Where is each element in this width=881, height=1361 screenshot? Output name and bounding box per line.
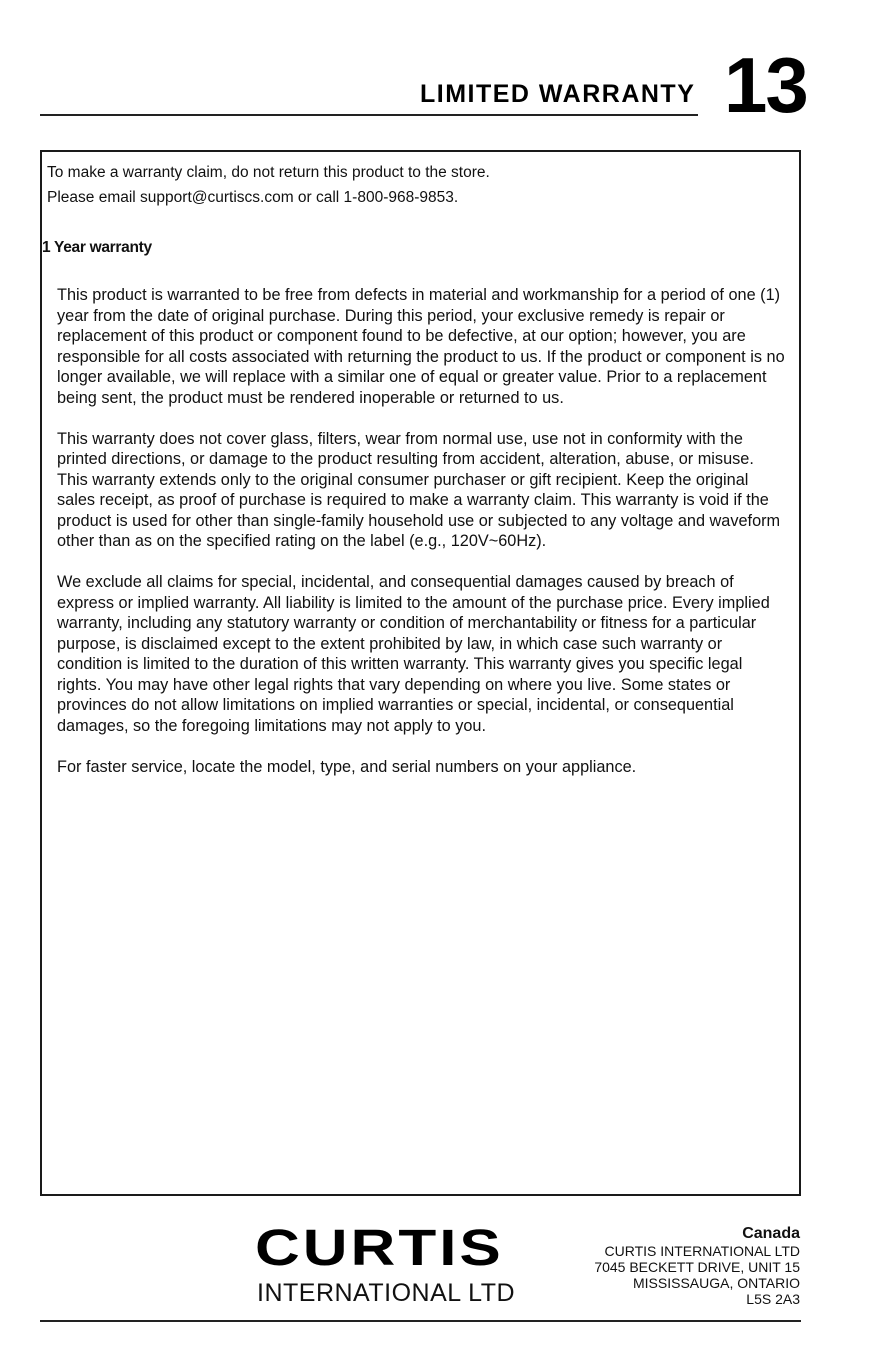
address-postal: L5S 2A3: [746, 1291, 800, 1307]
curtis-logo: [255, 1219, 516, 1307]
warranty-intro: [47, 160, 490, 210]
logo-subtitle: INTERNATIONAL LTD: [257, 1279, 516, 1307]
address-city: MISSISSAUGA, ONTARIO: [633, 1275, 800, 1291]
company-address: [594, 1226, 800, 1307]
liability-paragraph: We exclude all claims for special, incidental, and consequential damages caused by breach of express or implied warranty. All liability is limited to the amount of the purchase price. Every implied warranty, including any statutory warranty or condition of merchantability or fitness for a particular purpose, is disclaimed except to the extent prohibited by law, in which case such warranty or condition is limited to the duration of this written warranty. This warranty gives you specific legal rights. You may have other legal rights that vary depending on where you live. Some states or provinces do not allow limitations on implied warranties or special, incidental, or consequential damages, so the foregoing limitations may not apply to you.: [57, 573, 770, 735]
intro-line-contact: Please email support@curtiscs.com or call 1-800-968-9853.: [47, 189, 459, 206]
warranty-body: [57, 285, 785, 798]
address-company: CURTIS INTERNATIONAL LTD: [604, 1243, 800, 1259]
footer-divider: [40, 1320, 801, 1322]
address-street: 7045 BECKETT DRIVE, UNIT 15: [594, 1259, 800, 1275]
section-title: LIMITED WARRANTY: [420, 80, 696, 108]
address-country: Canada: [742, 1225, 800, 1242]
warranty-heading: 1 Year warranty: [42, 239, 152, 256]
coverage-paragraph: This product is warranted to be free from defects in material and workmanship for a period of one (1) year from the date of original purchase. During this period, your exclusive remedy is repair or replacement of this product or component found to be defective, at our option; however, you are responsible for all costs associated with returning the product to us. If the product or component is no longer available, we will replace with a similar one of equal or greater value. Prior to a replacement being sent, the product must be rendered inoperable or returned to us.: [57, 286, 785, 407]
page-number: 13: [724, 41, 807, 129]
service-paragraph: For faster service, locate the model, type, and serial numbers on your appliance.: [57, 757, 637, 776]
warranty-box: [40, 150, 801, 1196]
logo-wordmark: CURTIS: [255, 1219, 504, 1277]
exclusions-paragraph: This warranty does not cover glass, filters, wear from normal use, use not in conformity with the printed directions, or damage to the product resulting from accident, alteration, abuse, or misuse. This warranty extends only to the original consumer purchaser or gift recipient. Keep the original sales receipt, as proof of purchase is required to make a warranty claim. This warranty is void if the product is used for other than single-family household use or subjected to any voltage and waveform other than as on the specified rating on the label (e.g., 120V~60Hz).: [57, 429, 781, 550]
intro-line-return: To make a warranty claim, do not return this product to the store.: [47, 164, 490, 181]
header-divider: [40, 114, 698, 116]
